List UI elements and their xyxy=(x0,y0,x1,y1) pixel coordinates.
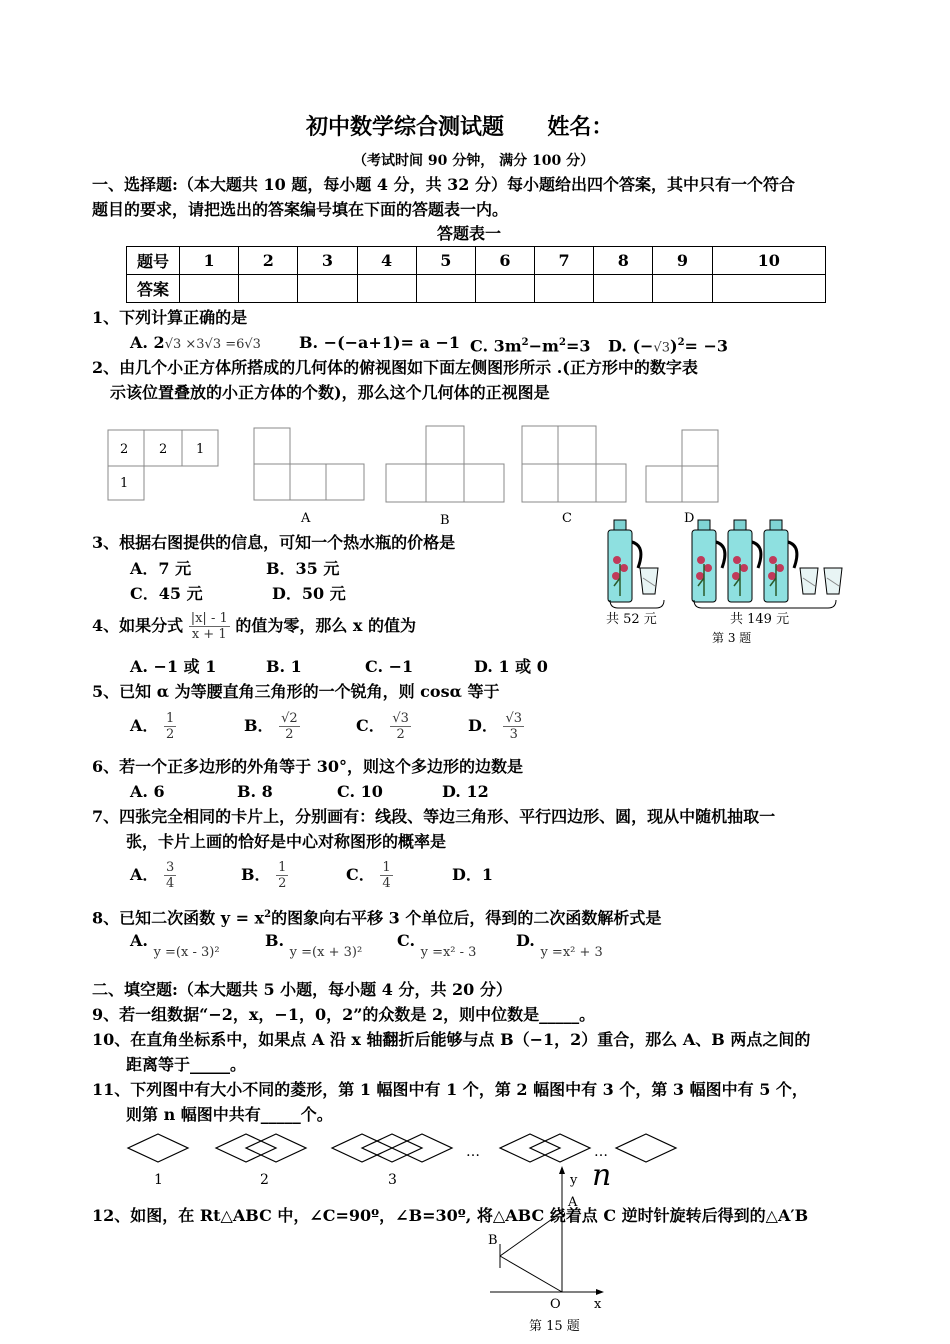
page-title xyxy=(306,110,613,141)
q11-line1: 11、下列图中有大小不同的菱形，第 1 幅图中有 1 个，第 2 幅图中有 3 个，第 3 幅图中有 5 个， xyxy=(92,1080,808,1099)
q6-option-a: A. 6 xyxy=(130,782,165,801)
q3-figure xyxy=(596,512,856,652)
section1-intro-line2: 题目的要求，请把选出的答案编号填在下面的答题表一内。 xyxy=(92,200,509,219)
q7-b-fraction xyxy=(276,860,288,891)
thermos-icon xyxy=(764,520,797,602)
q3-stem: 3、根据右图提供的信息，可知一个热水瓶的价格是 xyxy=(92,533,456,552)
q7-a-fraction xyxy=(164,860,176,891)
q9-text: 9、若一组数据“−2，x，−1，0，2”的众数是 2，则中位数是_____。 xyxy=(92,1005,596,1024)
row-label-number: 题号 xyxy=(127,247,180,275)
q5-c-label: C． xyxy=(356,716,385,735)
q7-option-b xyxy=(241,857,288,893)
q2-line1: 2、由几个小正方体所搭成的几何体的俯视图如下面左侧图形所示 .(正方形中的数字表 xyxy=(92,358,698,377)
q1-d-pre: D. (− xyxy=(608,336,654,356)
point-b-label: B xyxy=(488,1233,498,1248)
q4-option-c: C. −1 xyxy=(365,657,414,676)
q5-a-num: 1 xyxy=(166,711,175,726)
option-label: B xyxy=(440,513,450,528)
q7-line1: 7、四张完全相同的卡片上，分别画有：线段、等边三角形、平行四边形、圆，现从中随机抽取一 xyxy=(92,807,776,826)
cup-icon xyxy=(824,568,842,594)
q5-d-den: 3 xyxy=(509,727,518,742)
q1-c-pre: C. 3m xyxy=(470,336,522,356)
q8-stem-post: 的图象向右平移 3 个单位后，得到的二次函数解析式是 xyxy=(271,908,662,928)
answer-cell[interactable] xyxy=(416,275,475,303)
q5-option-d xyxy=(468,708,524,744)
q7-c-num: 1 xyxy=(382,860,391,875)
y-axis-arrow-icon xyxy=(559,1166,565,1174)
question-number-cell: 3 xyxy=(298,247,357,275)
row-label-answer: 答案 xyxy=(127,275,180,303)
q1-c-post: =3 xyxy=(565,336,591,356)
q5-a-den: 2 xyxy=(166,727,175,742)
q7-c-label: C． xyxy=(346,865,375,884)
table-row xyxy=(127,275,826,303)
q5-b-label: B． xyxy=(244,716,274,735)
question-number-cell: 4 xyxy=(357,247,416,275)
q8-c-label: C. xyxy=(397,931,416,950)
q11-line2: 则第 n 幅图中共有_____个。 xyxy=(126,1105,333,1124)
rhombus-figure-last xyxy=(616,1134,676,1162)
q6-option-d: D. 12 xyxy=(442,782,489,801)
cup-icon xyxy=(640,568,658,594)
grid-number: 1 xyxy=(196,442,205,457)
q7-b-num: 1 xyxy=(278,860,287,875)
q8-option-c xyxy=(397,929,477,960)
rhombus-figure-2 xyxy=(216,1134,306,1162)
q2-line2: 示该位置叠放的小正方体的个数)，那么这个几何体的正视图是 xyxy=(110,383,550,402)
answer-cell[interactable] xyxy=(357,275,416,303)
q6-option-b: B. 8 xyxy=(237,782,273,801)
q8-stem-sup: 2 xyxy=(264,909,272,920)
q4-option-a: A. −1 或 1 xyxy=(130,657,217,676)
q8-a-math: y =(x - 3)² xyxy=(153,945,220,960)
q7-b-label: B． xyxy=(241,865,271,884)
axis-x-label: x xyxy=(594,1297,602,1312)
q7-option-d: D．1 xyxy=(452,865,494,884)
q1-stem: 1、下列计算正确的是 xyxy=(92,308,248,327)
q5-d-label: D． xyxy=(468,716,498,735)
q7-option-a xyxy=(130,857,176,893)
cup-icon xyxy=(800,568,818,594)
q3-option-b: B．35 元 xyxy=(266,559,340,578)
section2-intro: 二、填空题:（本大题共 5 小题，每小题 4 分，共 20 分） xyxy=(92,980,512,999)
q5-option-b xyxy=(244,708,300,744)
q5-option-c xyxy=(356,708,411,744)
q10-line2: 距离等于_____。 xyxy=(126,1055,247,1074)
thermos-icon xyxy=(692,520,725,602)
q1-a-label: A. 2 xyxy=(130,333,165,352)
q1-c-sup1: 2 xyxy=(521,337,529,348)
q3-option-d: D．50 元 xyxy=(272,584,346,603)
q3-price-label-2: 共 149 元 xyxy=(730,612,790,627)
front-view-a xyxy=(254,428,364,500)
q1-option-a xyxy=(130,331,261,357)
q8-option-a xyxy=(130,929,220,960)
q5-a-fraction xyxy=(164,711,176,742)
question-number-cell: 6 xyxy=(475,247,534,275)
q3-option-c: C．45 元 xyxy=(130,584,203,603)
q4-option-d: D. 1 或 0 xyxy=(474,657,548,676)
question-number-cell: 8 xyxy=(594,247,653,275)
option-label: D xyxy=(684,511,695,526)
answer-cell[interactable] xyxy=(239,275,298,303)
exam-info: （考试时间 90 分钟， 满分 100 分） xyxy=(353,153,595,169)
q7-a-label: A． xyxy=(130,865,159,884)
grid-number: 2 xyxy=(159,442,168,457)
ellipsis: … xyxy=(466,1144,480,1160)
q7-c-fraction xyxy=(380,860,392,891)
point-a-label: A xyxy=(568,1195,578,1210)
fig-label: 1 xyxy=(154,1172,163,1188)
front-view-c xyxy=(522,426,626,502)
rhombus-figure-1 xyxy=(128,1134,188,1162)
q7-b-den: 2 xyxy=(278,876,287,891)
rhombus-figure-3 xyxy=(332,1134,452,1162)
q1-d-post: ) xyxy=(669,336,678,356)
answer-cell[interactable] xyxy=(594,275,653,303)
option-label: C xyxy=(562,511,572,526)
x-axis-arrow-icon xyxy=(596,1289,604,1295)
q5-c-fraction xyxy=(390,711,411,742)
question-number-cell: 2 xyxy=(239,247,298,275)
q6-option-c: C. 10 xyxy=(337,782,383,801)
q5-b-den: 2 xyxy=(285,727,294,742)
table-row xyxy=(127,247,826,275)
grid-number: 1 xyxy=(120,476,129,491)
fig-label: 2 xyxy=(260,1172,269,1188)
q4-fraction xyxy=(189,611,230,642)
q15-caption: 第 15 题 xyxy=(529,1319,580,1334)
point-o-label: O xyxy=(550,1297,561,1312)
q10-line1: 10、在直角坐标系中，如果点 A 沿 x 轴翻折后能够与点 B（−1，2）重合，那么 A、B 两点之间的 xyxy=(92,1030,811,1049)
rhombus-figure-n xyxy=(500,1134,590,1162)
q3-option-a: A．7 元 xyxy=(130,559,192,578)
question-number-cell: 1 xyxy=(180,247,239,275)
answer-cell[interactable] xyxy=(712,275,825,303)
answer-cell[interactable] xyxy=(475,275,534,303)
q5-d-fraction xyxy=(503,711,524,742)
q11-n-label: n xyxy=(592,1158,612,1193)
q1-option-c xyxy=(470,331,590,358)
ellipsis: … xyxy=(594,1144,608,1160)
question-number-cell: 7 xyxy=(535,247,594,275)
q4-stem-pre: 4、如果分式 xyxy=(92,616,184,635)
q8-b-label: B. xyxy=(265,931,285,950)
grid-number: 2 xyxy=(120,442,129,457)
answer-table xyxy=(126,246,826,303)
axis-y-label: y xyxy=(570,1173,578,1188)
q4-stem xyxy=(92,608,416,644)
q1-d-end: = −3 xyxy=(684,336,729,356)
q8-option-b xyxy=(265,929,363,960)
q7-option-c xyxy=(346,857,393,893)
name-label: 姓名： xyxy=(547,114,614,140)
segment-bo xyxy=(500,1256,562,1292)
q1-a-math: √3 ×3√3 =6√3 xyxy=(164,337,261,352)
q1-d-math: √3 xyxy=(653,340,670,356)
q8-option-d xyxy=(516,929,603,960)
q8-d-math: y =x² + 3 xyxy=(540,945,603,960)
q1-option-b: B. −(−a+1)= a −1 xyxy=(299,333,460,352)
answer-cell[interactable] xyxy=(535,275,594,303)
question-number-cell: 10 xyxy=(712,247,825,275)
q7-line2: 张，卡片上画的恰好是中心对称图形的概率是 xyxy=(126,832,447,851)
q4-stem-post: 的值为零，那么 x 的值为 xyxy=(235,616,417,635)
fig-label: 3 xyxy=(388,1172,397,1188)
thermos-icon xyxy=(608,520,641,602)
q7-a-den: 4 xyxy=(166,876,175,891)
q8-stem-pre: 8、已知二次函数 y = x xyxy=(92,908,265,928)
table-caption: 答题表一 xyxy=(437,224,502,243)
q8-a-label: A. xyxy=(130,931,148,950)
q5-c-den: 2 xyxy=(396,727,405,742)
q5-option-a xyxy=(130,708,176,744)
q3-caption: 第 3 题 xyxy=(712,631,752,645)
q4-option-b: B. 1 xyxy=(266,657,302,676)
q5-b-num: √2 xyxy=(281,711,298,726)
answer-cell[interactable] xyxy=(653,275,712,303)
answer-cell[interactable] xyxy=(298,275,357,303)
q7-a-num: 3 xyxy=(166,860,175,875)
q8-b-math: y =(x + 3)² xyxy=(289,945,363,960)
q7-c-den: 4 xyxy=(382,876,391,891)
front-view-d xyxy=(646,430,718,502)
question-number-cell: 9 xyxy=(653,247,712,275)
q1-d-sup: 2 xyxy=(677,337,685,348)
answer-cell[interactable] xyxy=(180,275,239,303)
q5-c-num: √3 xyxy=(392,711,409,726)
section1-intro-line1: 一、选择题:（本大题共 10 题，每小题 4 分，共 32 分）每小题给出四个答案，其中只有一个符合 xyxy=(92,175,795,194)
q8-stem xyxy=(92,903,661,930)
q4-denominator: x + 1 xyxy=(191,627,227,642)
question-number-cell: 5 xyxy=(416,247,475,275)
q8-d-label: D. xyxy=(516,931,535,950)
q4-numerator: |x| - 1 xyxy=(190,611,228,626)
q5-d-num: √3 xyxy=(505,711,523,726)
exam-title: 初中数学综合测试题 xyxy=(306,114,505,140)
q3-price-label-1: 共 52 元 xyxy=(606,612,657,627)
thermos-icon xyxy=(728,520,761,602)
q1-c-sup2: 2 xyxy=(558,337,566,348)
q5-a-label: A． xyxy=(130,716,159,735)
q6-stem: 6、若一个正多边形的外角等于 30°，则这个多边形的边数是 xyxy=(92,757,523,776)
q1-c-mid: −m xyxy=(528,336,559,356)
option-label: A xyxy=(301,511,311,526)
q12-text: 12、如图，在 Rt△ABC 中，∠C=90º，∠B=30º, 将△ABC 绕着点 C 逆时针旋转后得到的△A′B xyxy=(92,1206,809,1225)
q5-stem: 5、已知 α 为等腰直角三角形的一个锐角，则 cosα 等于 xyxy=(92,682,500,701)
q5-b-fraction xyxy=(279,711,300,742)
front-view-b xyxy=(386,426,504,502)
q8-c-math: y =x² - 3 xyxy=(420,945,477,960)
